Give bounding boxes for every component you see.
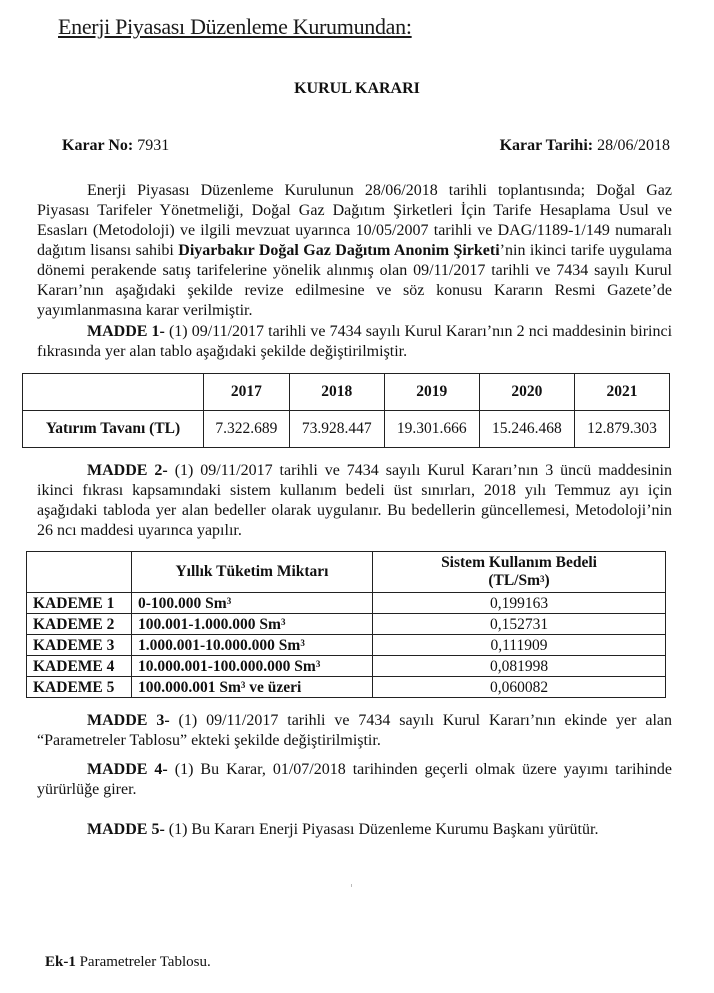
decision-date-value: 28/06/2018	[597, 137, 670, 154]
row-label: Yatırım Tavanı (TL)	[23, 411, 204, 448]
value-cell: 12.879.303	[574, 411, 669, 448]
empty-header-cell	[23, 374, 204, 411]
article-2-label: MADDE 2-	[87, 462, 168, 479]
investment-cap-table	[22, 373, 670, 448]
article-4-label: MADDE 4-	[87, 761, 168, 778]
table-row	[27, 593, 666, 614]
year-header: 2018	[289, 374, 384, 411]
decision-number	[62, 137, 169, 155]
scan-artifact	[351, 884, 352, 887]
table-row	[27, 614, 666, 635]
document-title: KURUL KARARI	[294, 80, 420, 97]
fee-value: 0,081998	[373, 656, 666, 677]
table-row	[27, 656, 666, 677]
fee-value: 0,111909	[373, 635, 666, 656]
decision-number-value: 7931	[137, 137, 170, 154]
consumption-range: 1.000.001-10.000.000 Sm$^3$	[132, 635, 373, 656]
table-header-row	[23, 374, 670, 411]
article-5: MADDE 5- (1) Bu Kararı Enerji Piyasası Düzenleme Kurumu Başkanı yürütür.	[87, 821, 599, 838]
consumption-range: 100.001-1.000.000 Sm$^3$	[132, 614, 373, 635]
value-cell: 7.322.689	[204, 411, 290, 448]
article-3: MADDE 3- (1) 09/11/2017 tarihli ve 7434 sayılı Kurul Kararı’nın ekinde yer alan “Parametreler Tablosu” ekteki şekilde değiştirilmiştir.	[37, 712, 672, 749]
consumption-range: 100.000.001 Sm$^3$ ve üzeri	[132, 677, 373, 698]
table-row	[23, 411, 670, 448]
table-row	[27, 677, 666, 698]
fee-value: 0,199163	[373, 593, 666, 614]
table-header-row	[27, 552, 666, 593]
tier-label: KADEME 5	[27, 677, 132, 698]
value-cell: 73.928.447	[289, 411, 384, 448]
decision-number-label: Karar No:	[62, 137, 134, 154]
tier-label: KADEME 2	[27, 614, 132, 635]
value-cell: 15.246.468	[479, 411, 574, 448]
article-2: MADDE 2- (1) 09/11/2017 tarihli ve 7434 sayılı Kurul Kararı’nın 3 üncü maddesinin ikinci fıkrası kapsamındaki sistem kullanım bedeli üst sınırları, 2018 yılı Temmuz ayı için aşağıdaki tabloda yer alan bedeller olarak uygulanır. Bu bedellerin güncellemesi, Metodoloji’nin 26 ncı maddesi uyarınca yapılır.	[37, 462, 673, 539]
fee-header: Sistem Kullanım Bedeli (TL/Sm$^3$)	[373, 552, 666, 593]
tier-label: KADEME 1	[27, 593, 132, 614]
intro-paragraph: Enerji Piyasası Düzenleme Kurulunun 28/06/2018 tarihli toplantısında; Doğal Gaz Piyasası Tarifeler Yönetmeliği, Doğal Gaz Dağıtım Şirketleri İçin Tarife Hesaplama Usul ve Esasları (Metodoloji) ve ilgili mevzuat uyarınca 10/05/2007 tarihli ve DAG/1189-1/149 numaralı dağıtım lisansı sahibi Diyarbakır Doğal Gaz Dağıtım Anonim Şirketi’nin ikinci tarife uygulama dönemi perakende satış tarifelerine yönelik alınmış olan 09/11/2017 tarihli ve 7434 sayılı Kurul Kararı’nın aşağıdaki şekilde revize edilmesine ve söz konusu Kararın Resmi Gazete’de yayımlanmasına karar verilmiştir.	[37, 182, 673, 319]
tier-label: KADEME 3	[27, 635, 132, 656]
article-3-label: MADDE 3-	[87, 712, 170, 729]
table-row	[27, 635, 666, 656]
fee-value: 0,152731	[373, 614, 666, 635]
institution-heading: Enerji Piyasası Düzenleme Kurumundan:	[58, 14, 412, 39]
article-5-label: MADDE 5-	[87, 821, 165, 838]
fee-value: 0,060082	[373, 677, 666, 698]
consumption-range: 0-100.000 Sm$^3$	[132, 593, 373, 614]
consumption-range: 10.000.001-100.000.000 Sm$^3$	[132, 656, 373, 677]
company-name: Diyarbakır Doğal Gaz Dağıtım Anonim Şirketi	[178, 242, 500, 259]
decision-date-label: Karar Tarihi:	[499, 137, 594, 154]
system-usage-fee-table	[26, 551, 666, 698]
decision-date	[500, 137, 670, 155]
article-4: MADDE 4- (1) Bu Karar, 01/07/2018 tarihinden geçerli olmak üzere yayımı tarihinde yürürlüğe girer.	[37, 761, 673, 798]
consumption-header: Yıllık Tüketim Miktarı	[132, 552, 373, 593]
article-1: MADDE 1- (1) 09/11/2017 tarihli ve 7434 sayılı Kurul Kararı’nın 2 nci maddesinin birinci fıkrasında yer alan tablo aşağıdaki şekilde değiştirilmiştir.	[37, 323, 673, 360]
annex-reference: Ek-1 Parametreler Tablosu.	[45, 954, 211, 970]
article-1-label: MADDE 1-	[87, 323, 165, 340]
tier-label: KADEME 4	[27, 656, 132, 677]
year-header: 2019	[384, 374, 479, 411]
annex-label: Ek-1	[45, 954, 76, 970]
year-header: 2021	[574, 374, 669, 411]
value-cell: 19.301.666	[384, 411, 479, 448]
year-header: 2017	[204, 374, 290, 411]
empty-header-cell	[27, 552, 132, 593]
year-header: 2020	[479, 374, 574, 411]
